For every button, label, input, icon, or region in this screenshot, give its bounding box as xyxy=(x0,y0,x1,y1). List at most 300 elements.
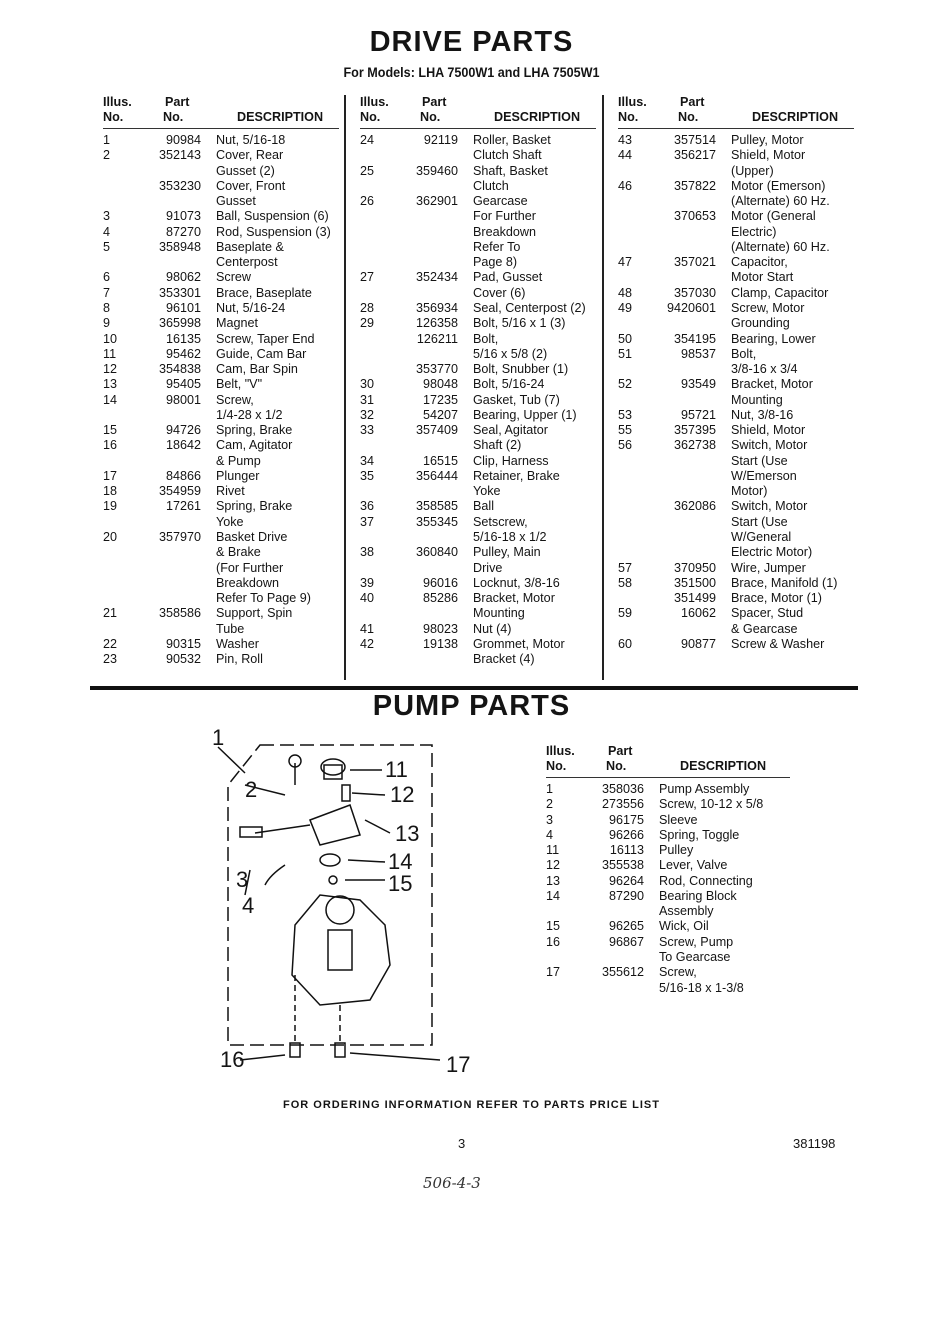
part-description xyxy=(473,545,541,576)
illus-number: 48 xyxy=(618,285,633,300)
part-number: 16113 xyxy=(609,843,644,858)
illus-number: 3 xyxy=(546,812,554,827)
description-line: Drive xyxy=(473,560,503,575)
illus-number: 43 xyxy=(618,133,633,147)
illus-number: 47 xyxy=(618,255,633,270)
part-description xyxy=(473,454,549,469)
part-description xyxy=(731,332,816,347)
part-description xyxy=(731,347,798,378)
description-line: Cover, Front xyxy=(216,178,286,193)
part-description xyxy=(216,240,284,271)
description-line: Washer xyxy=(216,636,259,651)
part-number: 95462 xyxy=(165,346,201,361)
illus-number: 18 xyxy=(103,484,118,499)
description-line: Lever, Valve xyxy=(659,858,728,873)
header-part-no: No. xyxy=(606,759,627,773)
header-underline xyxy=(546,777,790,778)
illus-number: 30 xyxy=(360,377,375,392)
description-line: Start (Use xyxy=(731,514,788,529)
part-number: 98537 xyxy=(680,346,716,361)
description-line: Start (Use xyxy=(731,453,788,468)
part-number: 9420601 xyxy=(666,300,716,315)
part-number: 357970 xyxy=(158,530,201,545)
description-line: Rod, Suspension (3) xyxy=(216,224,331,239)
description-line: Screw, Motor xyxy=(731,300,805,315)
illus-number: 9 xyxy=(103,316,111,331)
part-number: 126358 xyxy=(415,316,458,331)
part-description xyxy=(731,438,807,499)
part-number: 98023 xyxy=(422,621,458,636)
callout-4: 4 xyxy=(242,893,255,918)
description-line: Screw, 10-12 x 5/8 xyxy=(659,797,764,812)
illus-number: 17 xyxy=(103,468,118,483)
part-number: 354838 xyxy=(158,362,201,377)
description-line: Motor (General xyxy=(731,209,816,224)
parts-column xyxy=(360,95,596,695)
description-line: Screw, xyxy=(216,392,254,407)
illus-number: 14 xyxy=(546,888,561,903)
description-line: Screw, xyxy=(659,965,697,980)
description-line: Gusset xyxy=(216,194,256,209)
description-line: Bolt, xyxy=(731,346,757,361)
part-description xyxy=(216,270,251,285)
part-description xyxy=(731,209,830,255)
illus-number: 44 xyxy=(618,148,633,163)
illus-number: 25 xyxy=(360,163,375,178)
header-part: Part xyxy=(608,744,633,758)
illus-number: 21 xyxy=(103,606,118,621)
header-illus: Illus. xyxy=(546,744,575,758)
part-description xyxy=(216,133,285,148)
illus-number: 8 xyxy=(103,300,111,315)
part-description xyxy=(731,286,828,301)
description-line: & Gearcase xyxy=(731,621,798,636)
part-number: 358586 xyxy=(158,606,201,621)
callout-2: 2 xyxy=(245,777,258,802)
description-line: 5/16-18 x 1-3/8 xyxy=(659,980,744,995)
description-line: Pump Assembly xyxy=(659,782,750,796)
pump-parts-title: PUMP PARTS xyxy=(372,690,571,722)
illus-number: 33 xyxy=(360,423,375,438)
description-line: Wire, Jumper xyxy=(731,560,806,575)
part-description xyxy=(473,316,565,331)
illus-number: 52 xyxy=(618,377,633,392)
description-line: Motor) xyxy=(731,484,768,499)
illus-number: 5 xyxy=(103,239,111,254)
description-line: Sleeve xyxy=(659,812,698,827)
callout-12: 12 xyxy=(390,782,415,807)
header-part: Part xyxy=(422,95,447,109)
description-line: Brace, Motor (1) xyxy=(731,591,822,606)
header-illus-no: No. xyxy=(546,759,567,773)
description-line: Magnet xyxy=(216,316,259,331)
part-description xyxy=(473,408,577,423)
part-number: 96264 xyxy=(608,873,644,888)
description-line: Basket Drive xyxy=(216,530,288,545)
header-underline xyxy=(618,128,854,129)
header-part-no: No. xyxy=(678,110,699,124)
description-line: Bracket (4) xyxy=(473,652,535,667)
description-line: Shaft, Basket xyxy=(473,163,548,178)
part-number: 96175 xyxy=(608,812,644,827)
illus-number: 16 xyxy=(546,934,561,949)
description-line: Spacer, Stud xyxy=(731,606,804,621)
illus-number: 6 xyxy=(103,270,111,285)
part-number: 362086 xyxy=(673,499,716,514)
description-line: Motor (Emerson) xyxy=(731,178,826,193)
illus-number: 19 xyxy=(103,499,118,514)
header-part: Part xyxy=(680,95,705,109)
part-number: 93549 xyxy=(680,377,716,392)
description-line: 5/16 x 5/8 (2) xyxy=(473,346,548,361)
column-divider xyxy=(602,95,604,680)
description-line: For Further xyxy=(473,209,536,224)
part-description xyxy=(473,622,512,637)
part-description xyxy=(216,469,259,484)
illus-number: 53 xyxy=(618,407,633,422)
part-number: 358585 xyxy=(415,499,458,514)
description-line: Seal, Agitator xyxy=(473,423,548,438)
description-line: & Brake xyxy=(216,545,261,560)
part-number: 370653 xyxy=(673,209,716,224)
part-number: 98048 xyxy=(422,377,458,392)
pump-exploded-diagram xyxy=(200,725,480,1085)
part-description xyxy=(659,858,727,873)
part-number: 354195 xyxy=(673,331,716,346)
illus-number: 49 xyxy=(618,300,633,315)
part-number: 354959 xyxy=(158,484,201,499)
part-description xyxy=(216,148,283,179)
description-line: Screw, Pump xyxy=(659,934,734,949)
part-description xyxy=(659,843,693,858)
part-number: 17235 xyxy=(422,392,458,407)
description-line: Setscrew, xyxy=(473,514,528,529)
illus-number: 22 xyxy=(103,636,118,651)
illus-number: 12 xyxy=(103,362,118,377)
part-number: 96867 xyxy=(608,934,644,949)
part-description xyxy=(473,591,555,622)
header-illus: Illus. xyxy=(103,95,132,109)
part-number: 353770 xyxy=(415,362,458,377)
description-line: Rivet xyxy=(216,484,245,499)
illus-number: 12 xyxy=(546,858,561,873)
part-description xyxy=(731,637,824,652)
illus-number: 17 xyxy=(546,965,561,980)
part-number: 355345 xyxy=(415,514,458,529)
part-number: 352434 xyxy=(415,270,458,285)
description-line: Breakdown xyxy=(216,575,280,590)
description-line: Motor Start xyxy=(731,270,794,285)
header-illus-no: No. xyxy=(103,110,124,124)
part-description xyxy=(473,393,560,408)
illus-number: 10 xyxy=(103,331,118,346)
part-number: 96101 xyxy=(165,300,201,315)
header-description: DESCRIPTION xyxy=(680,759,767,773)
description-line: Wick, Oil xyxy=(659,919,709,934)
description-line: Rod, Connecting xyxy=(659,873,753,888)
part-number: 98062 xyxy=(165,270,201,285)
illus-number: 26 xyxy=(360,194,375,209)
description-line: Screw & Washer xyxy=(731,636,825,651)
description-line: Baseplate & xyxy=(216,239,284,254)
description-line: Support, Spin xyxy=(216,606,293,621)
part-number: 16062 xyxy=(680,606,716,621)
description-line: Refer To Page 9) xyxy=(216,591,311,606)
part-description xyxy=(216,377,262,392)
part-number: 359460 xyxy=(415,163,458,178)
description-line: To Gearcase xyxy=(659,949,731,964)
models-subtitle: For Models: LHA 7500W1 and LHA 7505W1 xyxy=(343,64,600,80)
part-description xyxy=(731,255,793,286)
illus-number: 57 xyxy=(618,560,633,575)
part-description xyxy=(216,423,292,438)
part-description xyxy=(216,652,263,667)
callout-16: 16 xyxy=(220,1047,245,1072)
description-line: Grommet, Motor xyxy=(473,636,565,651)
illus-number: 4 xyxy=(546,827,554,842)
part-number: 353230 xyxy=(158,178,201,193)
part-description xyxy=(731,561,806,576)
description-line: Breakdown xyxy=(473,224,537,239)
part-number: 356444 xyxy=(415,468,458,483)
description-line: Retainer, Brake xyxy=(473,468,560,483)
part-number: 90984 xyxy=(165,133,201,147)
part-description xyxy=(473,469,560,500)
illus-number: 13 xyxy=(103,377,118,392)
description-line: Capacitor, xyxy=(731,255,788,270)
part-number: 94726 xyxy=(165,423,201,438)
illus-number: 28 xyxy=(360,300,375,315)
description-line: Bearing Block xyxy=(659,888,737,903)
description-line: Cover, Rear xyxy=(216,148,284,163)
callout-17: 17 xyxy=(446,1052,471,1077)
part-description xyxy=(216,484,245,499)
illus-number: 35 xyxy=(360,468,375,483)
ordering-note: FOR ORDERING INFORMATION REFER TO PARTS PRICE LIST xyxy=(283,1099,660,1111)
part-description xyxy=(473,332,547,363)
part-description xyxy=(659,874,753,889)
illus-number: 27 xyxy=(360,270,375,285)
description-line: Pulley, Main xyxy=(473,545,541,560)
part-description xyxy=(473,133,551,164)
illus-number: 50 xyxy=(618,331,633,346)
part-number: 362738 xyxy=(673,438,716,453)
illus-number: 4 xyxy=(103,224,111,239)
header-illus: Illus. xyxy=(618,95,647,109)
part-description xyxy=(731,606,803,637)
illus-number: 16 xyxy=(103,438,118,453)
part-number: 351500 xyxy=(673,575,716,590)
description-line: 1/4-28 x 1/2 xyxy=(216,407,283,422)
callout-1: 1 xyxy=(212,725,225,750)
illus-number: 3 xyxy=(103,209,111,224)
illus-number: 2 xyxy=(546,797,554,812)
part-description xyxy=(659,965,744,996)
part-number: 19138 xyxy=(422,636,458,651)
description-line: 5/16-18 x 1/2 xyxy=(473,530,547,545)
part-description xyxy=(659,813,698,828)
description-line: (Alternate) 60 Hz. xyxy=(731,239,830,254)
description-line: Spring, Toggle xyxy=(659,827,740,842)
illus-number: 1 xyxy=(103,133,111,147)
description-line: Clamp, Capacitor xyxy=(731,285,829,300)
description-line: Gasket, Tub (7) xyxy=(473,392,560,407)
description-line: Cover (6) xyxy=(473,285,526,300)
part-number: 16135 xyxy=(165,331,201,346)
part-description xyxy=(731,423,805,438)
illus-number: 40 xyxy=(360,591,375,606)
part-description xyxy=(659,782,749,797)
part-description xyxy=(659,797,763,812)
callout-14: 14 xyxy=(388,849,413,874)
illus-number: 42 xyxy=(360,636,375,651)
part-number: 126211 xyxy=(416,331,458,346)
part-number: 90877 xyxy=(680,636,716,651)
description-line: Nut (4) xyxy=(473,621,512,636)
description-line: Bolt, xyxy=(473,331,499,346)
description-line: Tube xyxy=(216,621,245,636)
illus-number: 41 xyxy=(360,621,375,636)
description-line: Gusset (2) xyxy=(216,163,275,178)
illus-number: 31 xyxy=(360,392,375,407)
header-part-no: No. xyxy=(163,110,184,124)
illus-number: 2 xyxy=(103,148,111,163)
part-description xyxy=(216,347,306,362)
part-description xyxy=(659,889,737,920)
description-line: Mounting xyxy=(731,392,783,407)
part-description xyxy=(659,828,739,843)
callout-13: 13 xyxy=(395,821,420,846)
part-number: 357030 xyxy=(673,285,716,300)
header-description: DESCRIPTION xyxy=(752,110,839,124)
description-line: Yoke xyxy=(216,514,244,529)
parts-column xyxy=(546,744,790,1344)
illus-number: 32 xyxy=(360,407,375,422)
description-line: Bracket, Motor xyxy=(731,377,813,392)
description-line: Switch, Motor xyxy=(731,438,808,453)
part-number: 95405 xyxy=(165,377,201,392)
part-description xyxy=(473,301,586,316)
description-line: Electric) xyxy=(731,224,777,239)
illus-number: 38 xyxy=(360,545,375,560)
description-line: Ball xyxy=(473,499,494,514)
illus-number: 14 xyxy=(103,392,118,407)
illus-number: 55 xyxy=(618,423,633,438)
part-number: 90315 xyxy=(165,636,201,651)
part-number: 357514 xyxy=(673,133,716,147)
description-line: Shield, Motor xyxy=(731,423,806,438)
part-description xyxy=(731,377,813,408)
part-number: 87290 xyxy=(608,888,644,903)
illus-number: 20 xyxy=(103,530,118,545)
part-description xyxy=(216,499,292,530)
part-description xyxy=(473,637,565,668)
part-number: 356934 xyxy=(415,300,458,315)
callout-3: 3 xyxy=(236,867,249,892)
part-number: 358036 xyxy=(601,782,644,796)
column-divider xyxy=(344,95,346,680)
description-line: Guide, Cam Bar xyxy=(216,346,307,361)
illus-number: 36 xyxy=(360,499,375,514)
description-line: W/General xyxy=(731,530,792,544)
parts-column xyxy=(103,95,339,695)
header-description: DESCRIPTION xyxy=(494,110,581,124)
part-number: 90532 xyxy=(165,652,201,667)
part-description xyxy=(731,408,793,423)
illus-number: 29 xyxy=(360,316,375,331)
illus-number: 11 xyxy=(103,346,117,361)
header-illus-no: No. xyxy=(618,110,639,124)
description-line: Pad, Gusset xyxy=(473,270,543,285)
header-description: DESCRIPTION xyxy=(237,110,324,124)
part-number: 360840 xyxy=(415,545,458,560)
description-line: Electric Motor) xyxy=(731,545,813,560)
part-number: 355538 xyxy=(601,858,644,873)
part-description xyxy=(216,606,292,637)
part-description xyxy=(473,362,568,377)
description-line: Locknut, 3/8-16 xyxy=(473,575,560,590)
header-underline xyxy=(360,128,596,129)
part-description xyxy=(216,438,292,469)
illus-number: 11 xyxy=(546,843,560,858)
description-line: Pulley, Motor xyxy=(731,133,804,147)
part-number: 96016 xyxy=(422,575,458,590)
description-line: Grounding xyxy=(731,316,790,331)
header-part-no: No. xyxy=(420,110,441,124)
description-line: Gearcase xyxy=(473,194,528,209)
part-description xyxy=(731,148,805,179)
part-description xyxy=(659,919,709,934)
part-number: 352143 xyxy=(158,148,201,163)
description-line: Shaft (2) xyxy=(473,438,522,453)
description-line: Refer To xyxy=(473,239,521,254)
description-line: Clutch xyxy=(473,178,509,193)
callout-11: 11 xyxy=(385,757,408,782)
description-line: Nut, 3/8-16 xyxy=(731,407,794,422)
part-description xyxy=(216,179,285,210)
part-number: 95721 xyxy=(680,407,716,422)
description-line: Plunger xyxy=(216,468,260,483)
part-description xyxy=(216,637,259,652)
part-number: 353301 xyxy=(158,285,201,300)
part-description xyxy=(473,377,544,392)
description-line: Cam, Bar Spin xyxy=(216,362,298,377)
part-description xyxy=(473,515,547,546)
part-number: 357409 xyxy=(415,423,458,438)
part-description xyxy=(659,935,733,966)
illus-number: 23 xyxy=(103,652,118,667)
illus-number: 59 xyxy=(618,606,633,621)
part-description xyxy=(216,362,298,377)
part-description xyxy=(216,332,314,347)
part-number: 355612 xyxy=(601,965,644,980)
part-number: 85286 xyxy=(422,591,458,606)
description-line: & Pump xyxy=(216,453,261,468)
part-description xyxy=(731,133,804,148)
part-number: 87270 xyxy=(165,224,201,239)
part-description xyxy=(473,423,548,454)
illus-number: 15 xyxy=(546,919,561,934)
part-number: 370950 xyxy=(673,560,716,575)
part-description xyxy=(731,576,837,591)
part-number: 273556 xyxy=(601,797,644,812)
description-line: Brace, Baseplate xyxy=(216,285,312,300)
document-number: 381198 xyxy=(793,1136,836,1151)
illus-number: 15 xyxy=(103,423,118,438)
description-line: Yoke xyxy=(473,484,501,499)
illus-number: 37 xyxy=(360,514,375,529)
part-number: 92119 xyxy=(423,133,458,147)
